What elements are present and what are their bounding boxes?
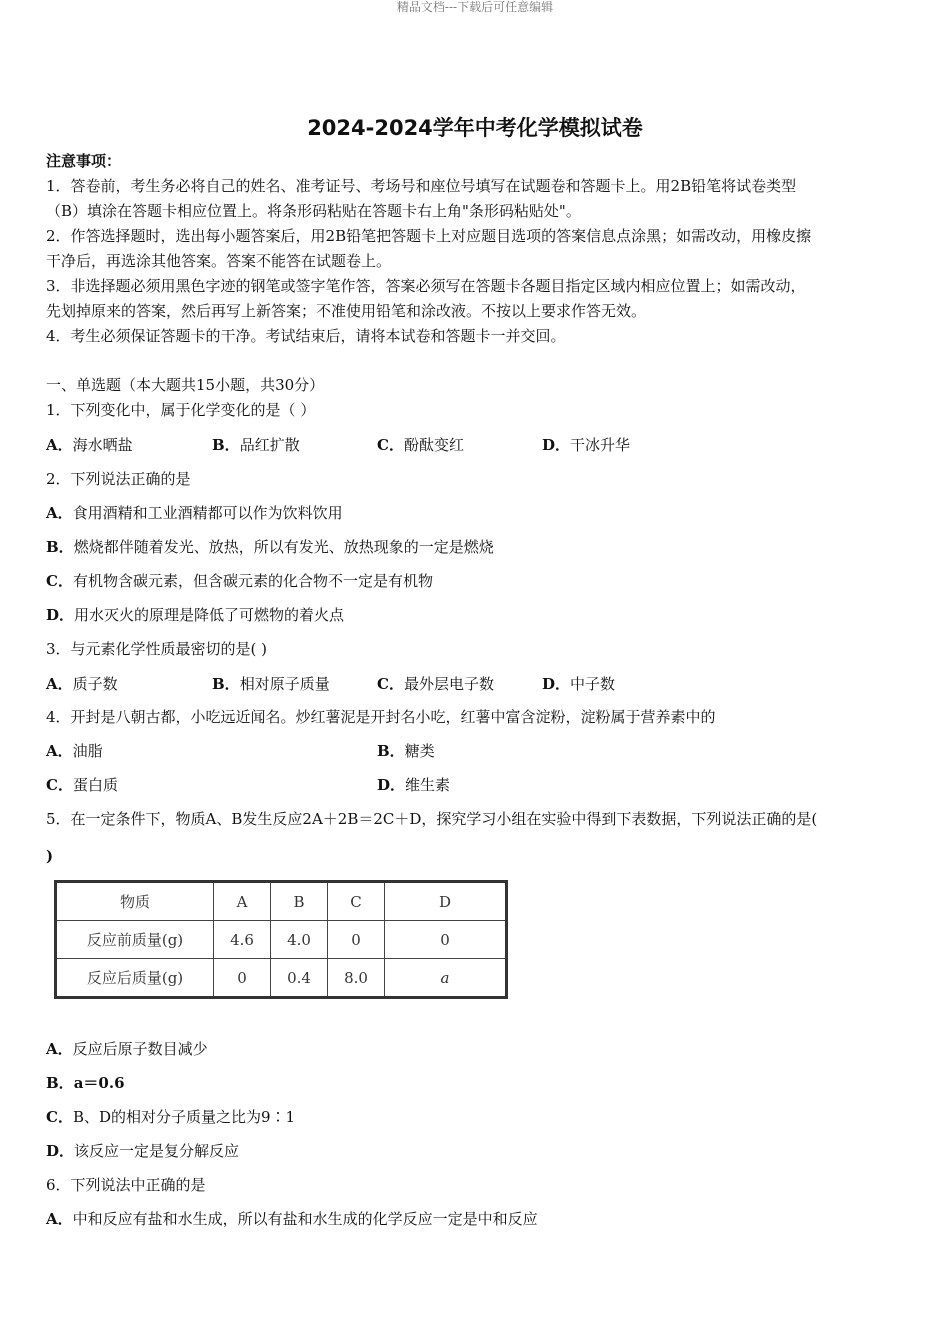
q2-option-d: D．用水灭火的原理是降低了可燃物的着火点 — [46, 606, 345, 624]
q4-option-d: D．维生素 — [377, 776, 451, 794]
table-row — [56, 921, 507, 959]
table-cell: 反应前质量(g) — [56, 921, 214, 959]
q2-option-a: A．食用酒精和工业酒精都可以作为饮料饮用 — [46, 504, 343, 522]
q3-option-d: D．中子数 — [542, 675, 616, 693]
table-cell: 0.4 — [271, 959, 328, 998]
q5-option-c: C．B、D的相对分子质量之比为9∶1 — [46, 1108, 296, 1126]
q3-option-a: A．质子数 — [46, 675, 118, 693]
table-cell: 反应后质量(g) — [56, 959, 214, 998]
page-title: 2024-2024学年中考化学模拟试卷 — [307, 116, 643, 140]
notice-line: （B）填涂在答题卡相应位置上。将条形码粘贴在答题卡右上角"条形码粘贴处"。 — [46, 202, 581, 220]
q4-option-a: A．油脂 — [46, 742, 103, 760]
q4-option-b: B．糖类 — [377, 742, 435, 760]
data-table — [54, 880, 508, 999]
table-header-row — [56, 882, 507, 921]
q2-option-c: C．有机物含碳元素，但含碳元素的化合物不一定是有机物 — [46, 572, 433, 590]
section-heading: 一、单选题（本大题共15小题，共30分） — [46, 376, 325, 394]
table-cell: 8.0 — [328, 959, 385, 998]
question-3-stem: 3．与元素化学性质最密切的是( ) — [46, 640, 268, 658]
table-cell: 0 — [385, 921, 507, 959]
table-cell: 4.6 — [214, 921, 271, 959]
table-cell: B — [271, 882, 328, 921]
q5-option-b: B．a＝0.6 — [46, 1074, 125, 1092]
question-1-stem: 1．下列变化中，属于化学变化的是（ ） — [46, 401, 316, 419]
table-cell: 物质 — [56, 882, 214, 921]
q2-option-b: B．燃烧都伴随着发光、放热，所以有发光、放热现象的一定是燃烧 — [46, 538, 494, 556]
page-header-note: 精品文档---下载后可任意编辑 — [396, 0, 554, 14]
notice-line: 先划掉原来的答案，然后再写上新答案；不准使用铅笔和涂改液。不按以上要求作答无效。 — [46, 302, 647, 320]
q1-option-c: C．酚酞变红 — [377, 436, 464, 454]
q3-option-c: C．最外层电子数 — [377, 675, 494, 693]
notice-line: 3．非选择题必须用黑色字迹的钢笔或签字笔作答，答案必须写在答题卡各题目指定区域内相应位置上；如需改动， — [46, 277, 806, 295]
table-cell: A — [214, 882, 271, 921]
question-5-stem-cont: ) — [46, 847, 54, 865]
question-4-stem: 4．开封是八朝古都，小吃远近闻名。炒红薯泥是开封名小吃，红薯中富含淀粉，淀粉属于营养素中的 — [46, 708, 716, 726]
q5-option-d: D．该反应一定是复分解反应 — [46, 1142, 240, 1160]
table-cell: a — [385, 959, 507, 998]
question-6-stem: 6．下列说法中正确的是 — [46, 1176, 206, 1194]
question-2-stem: 2．下列说法正确的是 — [46, 470, 191, 488]
q6-option-a: A．中和反应有盐和水生成，所以有盐和水生成的化学反应一定是中和反应 — [46, 1210, 538, 1228]
notice-line: 1．答卷前，考生务必将自己的姓名、准考证号、考场号和座位号填写在试题卷和答题卡上。用2B铅笔将试卷类型 — [46, 177, 797, 195]
table-cell: C — [328, 882, 385, 921]
table-row — [56, 959, 507, 998]
q5-option-a: A．反应后原子数目减少 — [46, 1040, 208, 1058]
table-cell: 0 — [328, 921, 385, 959]
notice-line: 干净后，再选涂其他答案。答案不能答在试题卷上。 — [46, 252, 392, 270]
q4-option-c: C．蛋白质 — [46, 776, 118, 794]
q1-option-d: D．干冰升华 — [542, 436, 631, 454]
q1-option-a: A．海水晒盐 — [46, 436, 133, 454]
table-cell: D — [385, 882, 507, 921]
notice-line: 4．考生必须保证答题卡的干净。考试结束后，请将本试卷和答题卡一并交回。 — [46, 327, 566, 345]
question-5-stem: 5．在一定条件下，物质A、B发生反应2A＋2B＝2C＋D，探究学习小组在实验中得到下表数据，下列说法正确的是( — [46, 810, 818, 828]
q1-option-b: B．品红扩散 — [212, 436, 300, 454]
q3-option-b: B．相对原子质量 — [212, 675, 330, 693]
table-cell: 4.0 — [271, 921, 328, 959]
notice-line: 2．作答选择题时，选出每小题答案后，用2B铅笔把答题卡上对应题目选项的答案信息点涂黑；如需改动，用橡皮擦 — [46, 227, 812, 245]
table-cell: 0 — [214, 959, 271, 998]
notice-heading: 注意事项： — [46, 152, 122, 170]
